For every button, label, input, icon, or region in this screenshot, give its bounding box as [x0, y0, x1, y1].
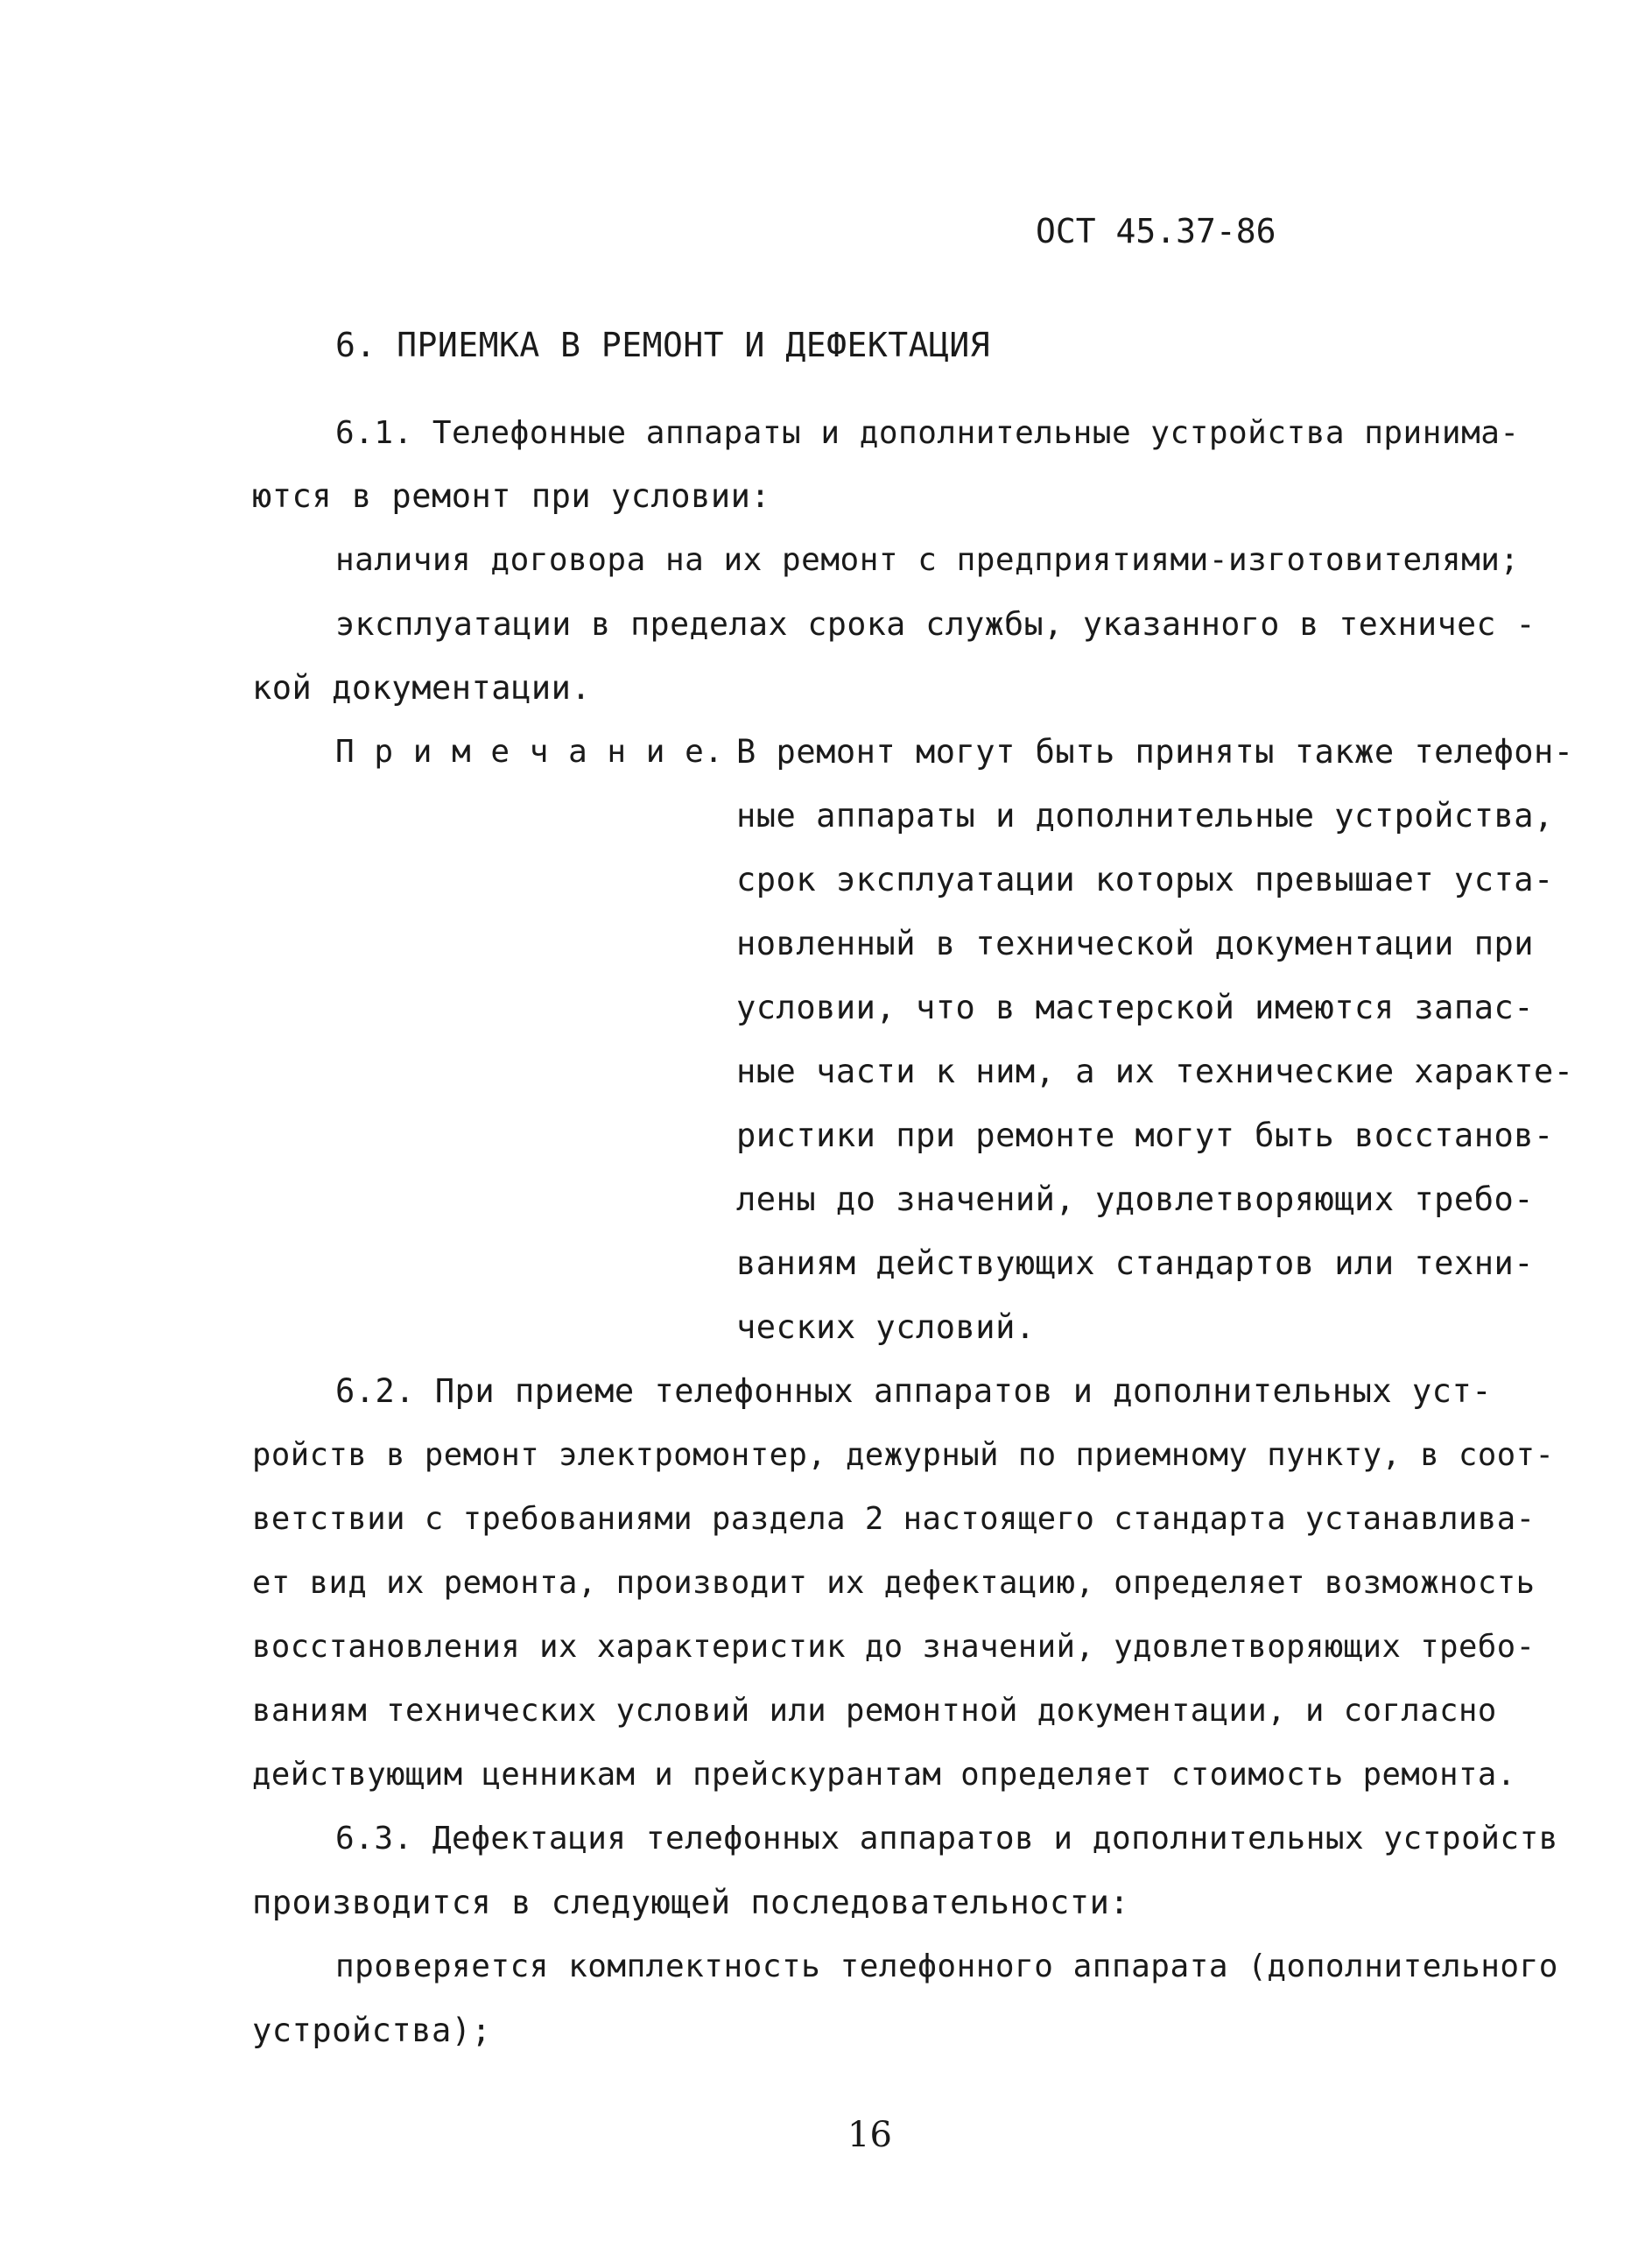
text-line: устройства); — [252, 2012, 492, 2049]
note-line: срок эксплуатации которых превышает уста- — [736, 861, 1554, 898]
note-line: ческих условий. — [736, 1308, 1036, 1346]
note-line: В ремонт могут быть приняты также телефон- — [736, 733, 1574, 771]
note-label: П р и м е ч а н и е. — [335, 734, 724, 770]
section-title: 6. ПРИЕМКА В РЕМОНТ И ДЕФЕКТАЦИЯ — [335, 326, 991, 364]
text-line: эксплуатации в пределах срока службы, указанного в техничес - — [335, 605, 1536, 643]
text-line: производится в следующей последовательности: — [252, 1884, 1130, 1921]
text-line: действующим ценникам и прейскурантам определяет стоимость ремонта. — [252, 1757, 1516, 1793]
note-line: условии, что в мастерской имеются запас- — [736, 989, 1535, 1026]
text-line: 6.3. Дефектация телефонных аппаратов и дополнительных устройств — [335, 1821, 1558, 1857]
page-number: 16 — [847, 2115, 892, 2155]
note-line: ристики при ремонте могут быть восстанов- — [736, 1117, 1554, 1154]
text-line: ветствии с требованиями раздела 2 настоящего стандарта устанавлива- — [252, 1501, 1536, 1537]
note-line: ваниям действующих стандартов или техни- — [736, 1244, 1535, 1282]
text-line: восстановления их характеристик до значений, удовлетворяющих требо- — [252, 1629, 1536, 1665]
text-line: наличия договора на их ремонт с предприятиями-изготовителями; — [335, 542, 1520, 578]
note-line: новленный в технической документации при — [736, 925, 1535, 962]
text-line: 6.1. Телефонные аппараты и дополнительные устройства принима- — [335, 415, 1520, 451]
text-line: кой документации. — [252, 669, 592, 707]
text-line: проверяется комплектность телефонного аппарата (дополнительного — [335, 1948, 1558, 1984]
text-line: ройств в ремонт электромонтер, дежурный по приемному пункту, в соот- — [252, 1437, 1555, 1473]
text-line: 6.2. При приеме телефонных аппаратов и дополнительных уст- — [335, 1372, 1493, 1410]
document-code: ОСТ 45.37-86 — [1036, 212, 1276, 250]
text-line: ются в ремонт при условии: — [252, 477, 771, 515]
note-line: ные аппараты и дополнительные устройства, — [736, 797, 1554, 835]
text-line: ет вид их ремонта, производит их дефектацию, определяет возможность — [252, 1565, 1536, 1601]
text-line: ваниям технических условий или ремонтной документации, и согласно — [252, 1693, 1497, 1729]
note-line: лены до значений, удовлетворяющих требо- — [736, 1180, 1535, 1218]
note-line: ные части к ним, а их технические характе- — [736, 1053, 1574, 1090]
